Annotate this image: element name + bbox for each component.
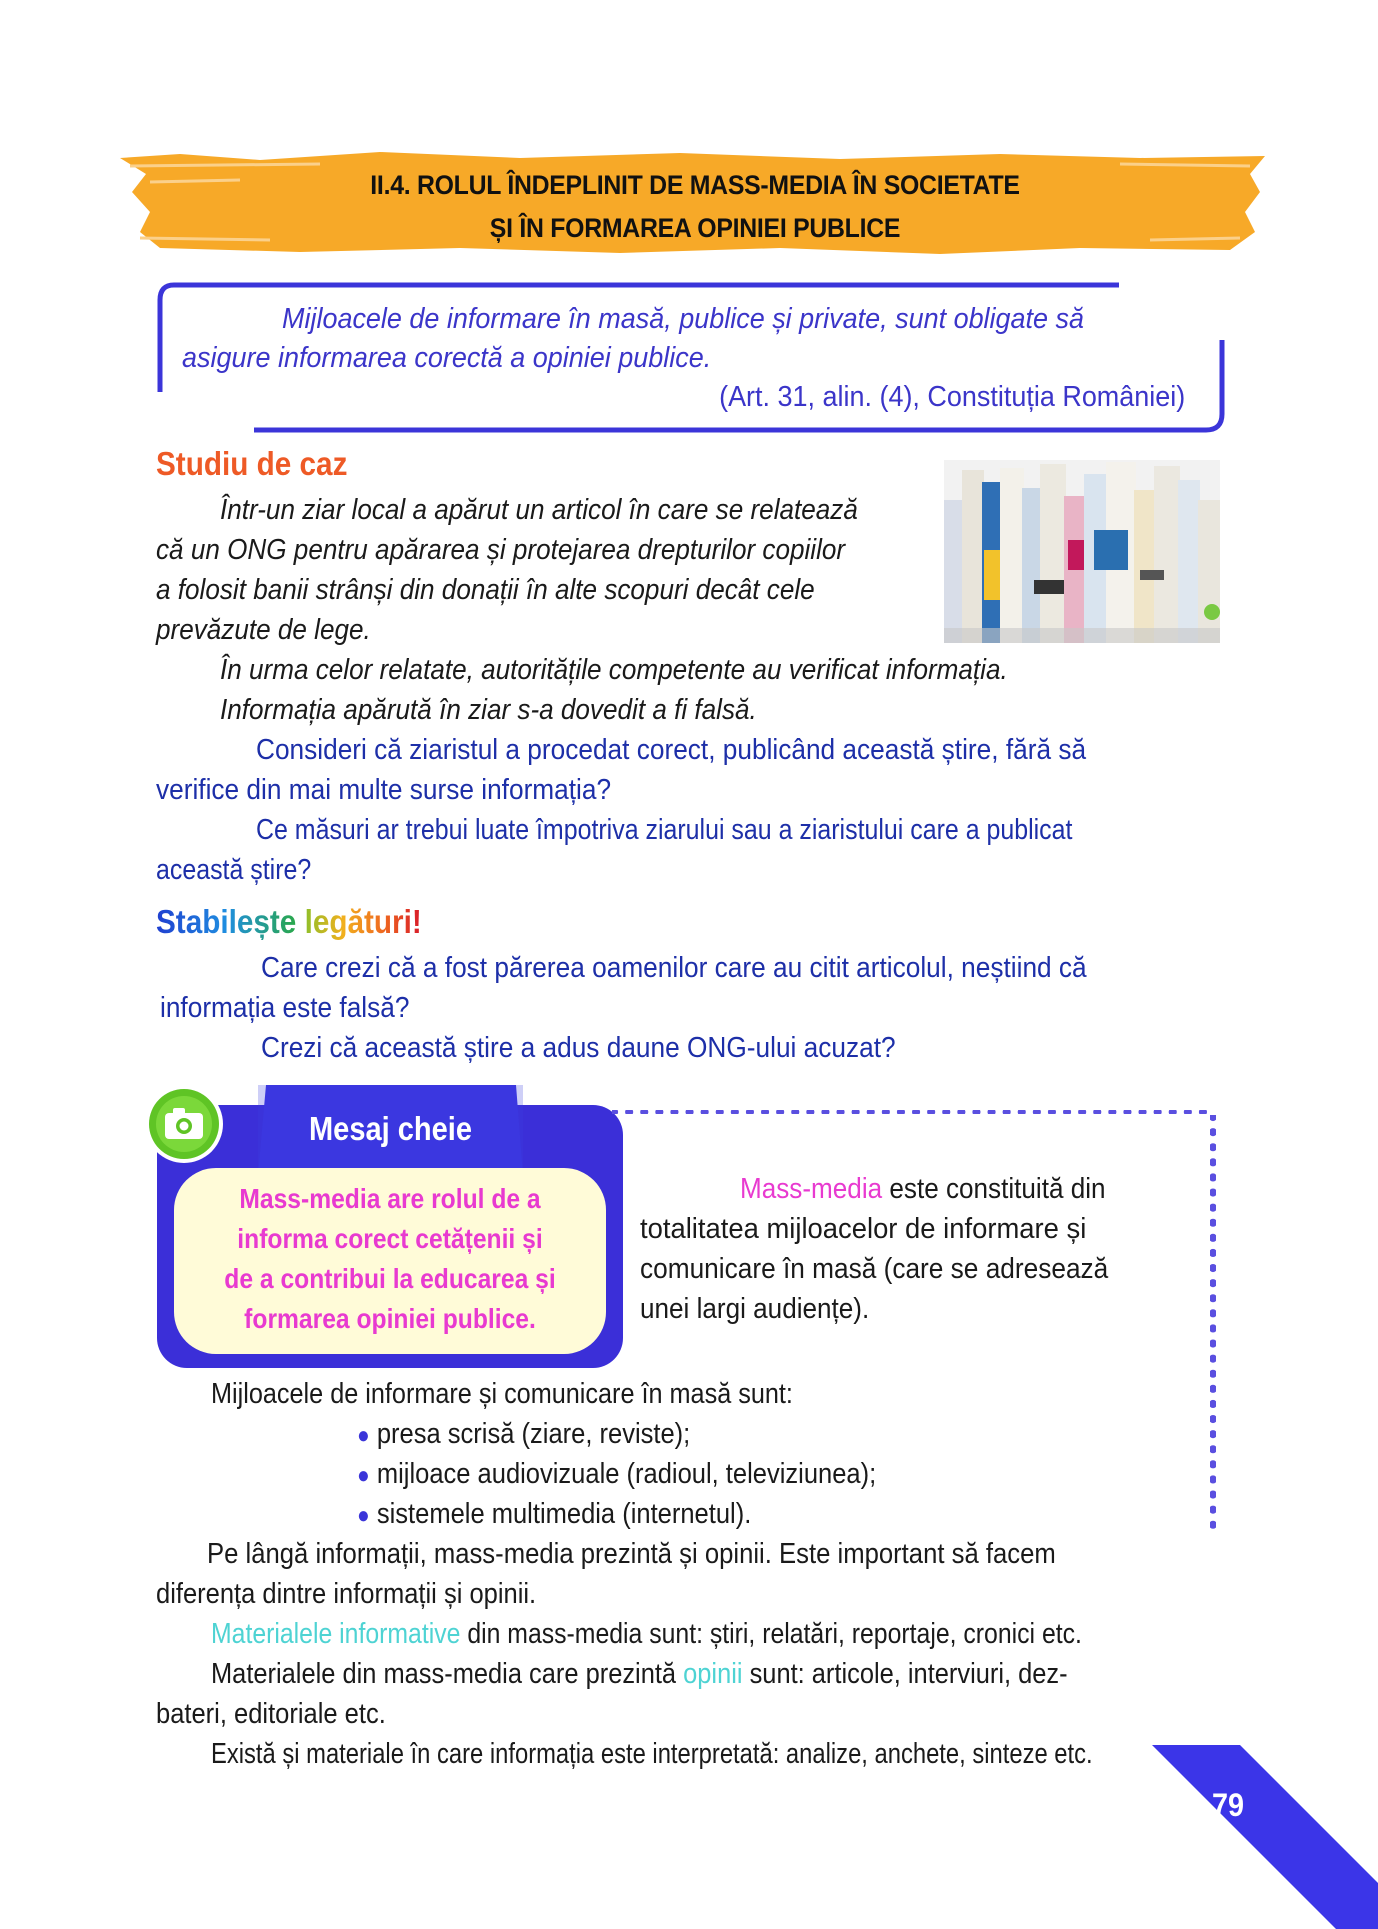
bullet-icon: ● xyxy=(357,1422,370,1449)
quote-line-1: Mijloacele de informare în masă, publice și private, sunt obligate să xyxy=(282,303,1085,335)
links-heading-part-1: Stabilește xyxy=(156,903,297,940)
key-message-line-4: formarea opiniei publice. xyxy=(244,1303,536,1334)
definition-line-1 xyxy=(740,1173,1106,1206)
case-p1-line-3: a folosit banii strânși din donații în alte scopuri decât cele xyxy=(156,574,815,606)
camera-icon xyxy=(143,1083,225,1165)
links-question-1-line-1: Care crezi că a fost părerea oamenilor care au citit articolul, neștiind că xyxy=(261,952,1087,984)
case-question-1-line-1: Consideri că ziaristul a procedat corect, publicând această știre, fără să xyxy=(256,734,1087,766)
paragraph-3-line-1 xyxy=(211,1658,1068,1691)
bullet-icon: ● xyxy=(357,1462,370,1489)
paragraph-4: Există și materiale în care informația este interpretată: analize, anchete, sinteze etc. xyxy=(211,1738,1093,1770)
paragraph-2-rest: din mass-media sunt: știri, relatări, reportaje, cronici etc. xyxy=(460,1618,1082,1650)
case-question-2-line-1: Ce măsuri ar trebui luate împotriva ziarului sau a ziaristului care a publicat xyxy=(256,814,1073,846)
mass-media-term: Mass-media xyxy=(740,1173,883,1205)
means-intro: Mijloacele de informare și comunicare în masă sunt: xyxy=(211,1378,793,1410)
quote-line-2: asigure informarea corectă a opiniei publice. xyxy=(182,342,712,374)
case-p1-line-2: că un ONG pentru apărarea și protejarea drepturilor copiilor xyxy=(156,534,846,566)
page-number: 79 xyxy=(1211,1787,1245,1823)
means-item-2-text: mijloace audiovizuale (radioul, televiziunea); xyxy=(376,1458,877,1490)
paragraph-3-line-2: bateri, editoriale etc. xyxy=(156,1698,386,1730)
case-study-heading: Studiu de caz xyxy=(156,445,348,482)
definition-line-1-rest: este constituită din xyxy=(882,1173,1106,1205)
links-heading-part-2: legături! xyxy=(304,903,422,940)
means-item-1 xyxy=(357,1418,690,1451)
opinions-term: opinii xyxy=(683,1658,743,1690)
links-heading xyxy=(156,903,422,941)
section-title-line-1: II.4. ROLUL ÎNDEPLINIT DE MASS-MEDIA ÎN SOCIETATE xyxy=(370,170,1020,200)
links-question-1-line-2: informația este falsă? xyxy=(160,992,410,1024)
definition-line-3: comunicare în masă (care se adresează xyxy=(640,1253,1109,1285)
quote-source: (Art. 31, alin. (4), Constituția României) xyxy=(718,381,1185,413)
case-p1-line-4: prevăzute de lege. xyxy=(156,614,371,646)
paragraph-3-end: sunt: articole, interviuri, dez- xyxy=(742,1658,1068,1690)
newspapers-image xyxy=(944,460,1220,643)
means-item-2 xyxy=(357,1458,876,1491)
key-message-line-3: de a contribui la educarea și xyxy=(224,1263,556,1294)
paragraph-1-line-2: diferența dintre informații și opinii. xyxy=(156,1578,537,1610)
section-title-line-2: ȘI ÎN FORMAREA OPINIEI PUBLICE xyxy=(489,213,901,243)
means-item-3-text: sistemele multimedia (internetul). xyxy=(376,1498,752,1530)
case-question-2-line-2: această știre? xyxy=(156,854,312,886)
informative-materials-term: Materialele informative xyxy=(211,1618,461,1650)
case-question-1-line-2: verifice din mai multe surse informația? xyxy=(156,774,612,806)
paragraph-2 xyxy=(211,1618,1082,1651)
key-message-line-2: informa corect cetățenii și xyxy=(237,1223,543,1254)
page-corner-decoration xyxy=(1130,1745,1378,1929)
bullet-icon: ● xyxy=(357,1502,370,1529)
paragraph-1-line-1: Pe lângă informații, mass-media prezintă și opinii. Este important să facem xyxy=(207,1538,1056,1570)
key-message-line-1: Mass-media are rolul de a xyxy=(239,1183,541,1214)
key-message-title: Mesaj cheie xyxy=(308,1110,473,1147)
dotted-border-right xyxy=(1210,1115,1216,1530)
case-p3: Informația apărută în ziar s-a dovedit a fi falsă. xyxy=(220,694,757,726)
case-p2: În urma celor relatate, autoritățile competente au verificat informația. xyxy=(220,654,1008,686)
definition-line-4: unei largi audiențe). xyxy=(640,1293,870,1325)
links-question-2: Crezi că această știre a adus daune ONG-ului acuzat? xyxy=(261,1032,896,1064)
definition-line-2: totalitatea mijloacelor de informare și xyxy=(640,1213,1087,1245)
dotted-border-top xyxy=(612,1110,1214,1114)
means-item-3 xyxy=(357,1498,751,1531)
means-item-1-text: presa scrisă (ziare, reviste); xyxy=(376,1418,691,1450)
paragraph-3-start: Materialele din mass-media care prezintă xyxy=(211,1658,684,1690)
case-p1-line-1: Într-un ziar local a apărut un articol în care se relatează xyxy=(220,494,858,526)
